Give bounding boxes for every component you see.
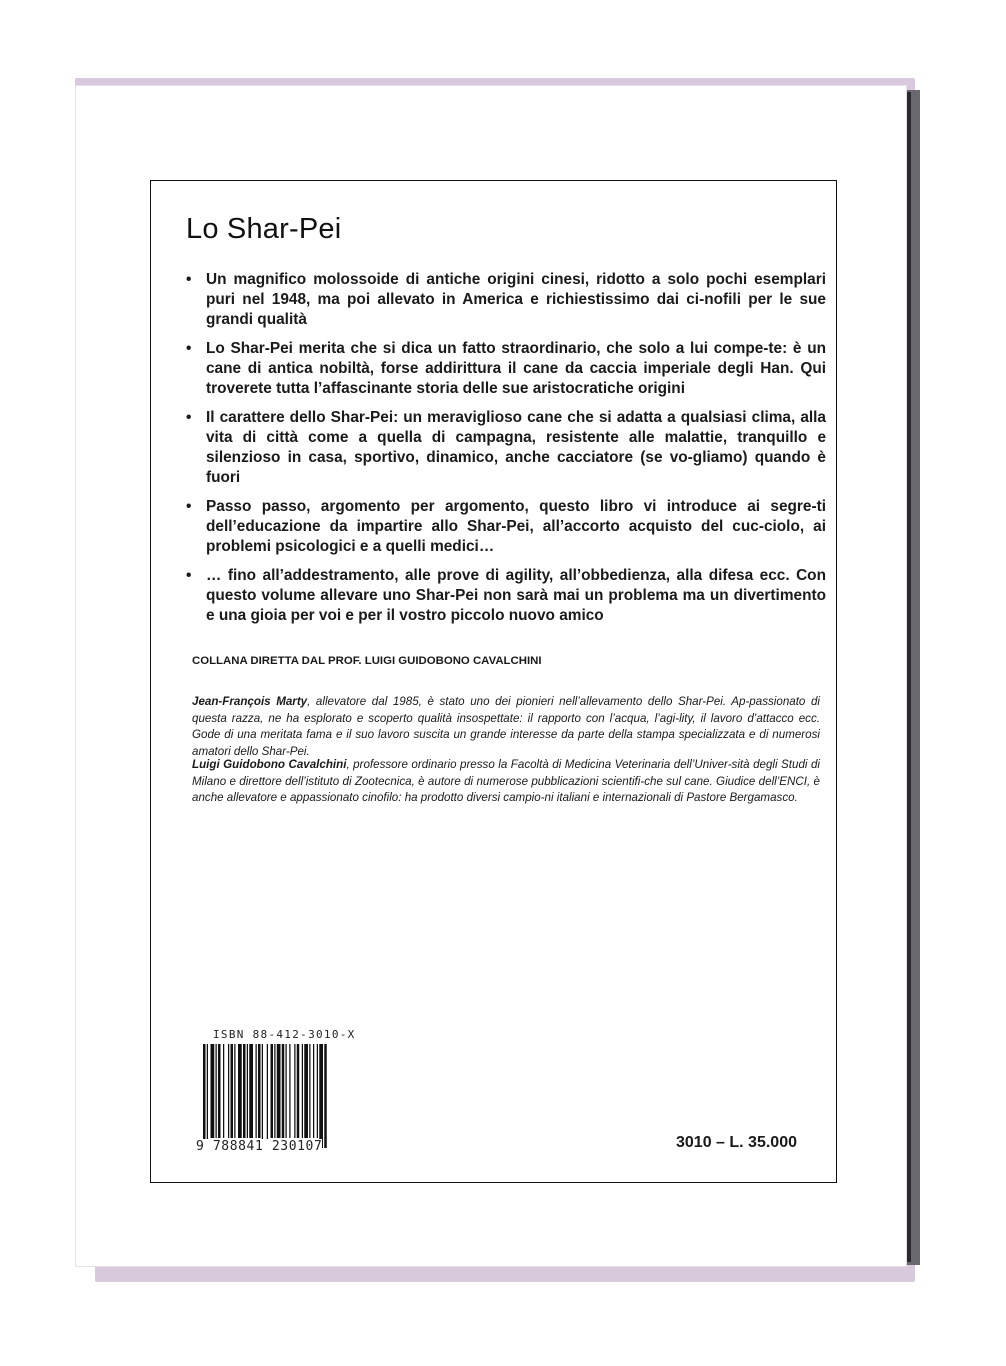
- barcode-number: 9 788841 230107: [196, 1139, 323, 1154]
- author-bio: Luigi Guidobono Cavalchini, professore ordinario presso la Facoltà di Medicina Veterinaria dell’Univer-sità degli Studi di Milano e direttore dell’istituto di Zootecnica, è autore di numerose pubblicazioni scientifi-che sul cane. Giudice dell’ENCI, è anche allevatore e appassionato cinofilo: ha prodotto diversi campio-ni italiani e internazionali di Pastore Bergamasco.: [192, 758, 820, 805]
- barcode-bar: [223, 1044, 224, 1138]
- barcode: [203, 1044, 363, 1148]
- barcode-bar: [247, 1044, 248, 1138]
- barcode-bar: [286, 1044, 287, 1138]
- author-bio: Jean-François Marty, allevatore dal 1985, è stato uno dei pionieri nell’allevamento dello Shar-Pei. Ap-passionato di questa razza, ne ha esplorato e scoperto qualità insospettate: il rapporto con l’acqua, l’agi-lity, il lavoro d’attacco ecc. Gode di una meritata fama e il suo lavoro suscita un grande interesse da parte della stampa specializzata e di numerosi amatori dello Shar-Pei.: [192, 695, 820, 758]
- barcode-bar: [277, 1044, 281, 1138]
- barcode-bar: [218, 1044, 221, 1138]
- barcode-bar: [258, 1044, 261, 1138]
- barcode-bar: [249, 1044, 253, 1138]
- barcode-bar: [207, 1044, 208, 1148]
- feature-list: [186, 270, 826, 635]
- barcode-bar: [289, 1044, 290, 1138]
- barcode-bar: [267, 1044, 268, 1148]
- feature-item: • Il carattere dello Shar-Pei: un meraviglioso cane che si adatta a qualsiasi clima, alla vita di città come a quella di campagna, resistente alle malattie, tranquillo e silenzioso in casa, sportivo, dinamico, anche cacciatore (se vo-gliamo) quando è fuori: [186, 409, 826, 486]
- barcode-bar: [231, 1044, 234, 1138]
- barcode-bar: [274, 1044, 275, 1138]
- feature-item: • Un magnifico molossoide di antiche origini cinesi, ridotto a solo pochi esemplari puri nel 1948, ma poi allevato in America e richiestissimo dai ci-nofili per le sue grandi qualità: [186, 271, 826, 328]
- feature-item: • … fino all’addestramento, alle prove di agility, all’obbedienza, alla difesa ecc. Con questo volume allevare uno Shar-Pei non sarà mai un problema ma un divertimento e una gioia per voi e per il vostro piccolo nuovo amico: [186, 567, 826, 624]
- feature-item: • Lo Shar-Pei merita che si dica un fatto straordinario, che solo a lui compe-te: è un cane di antica nobiltà, forse addirittura il cane da caccia imperiale degli Han. Qui troverete tutta l’affascinante storia delle sue aristocratiche origini: [186, 340, 826, 397]
- barcode-bar: [319, 1044, 323, 1148]
- barcode-bar: [324, 1044, 327, 1148]
- barcode-bar: [262, 1044, 263, 1148]
- barcode-bar: [238, 1044, 242, 1138]
- barcode-bar: [309, 1044, 310, 1138]
- barcode-bar: [297, 1044, 300, 1138]
- author-name: Jean-François Marty: [192, 695, 308, 708]
- series-editor-line: COLLANA DIRETTA DAL PROF. LUIGI GUIDOBONO CAVALCHINI: [192, 655, 542, 667]
- price: 3010 – L. 35.000: [676, 1134, 797, 1151]
- barcode-bar: [302, 1044, 303, 1138]
- barcode-bar: [234, 1044, 235, 1138]
- barcode-bar: [313, 1044, 314, 1138]
- book-title: Lo Shar-Pei: [186, 213, 342, 245]
- bullet-dot: •: [186, 409, 192, 426]
- author-name: Luigi Guidobono Cavalchini: [192, 758, 347, 771]
- barcode-bar: [304, 1044, 308, 1138]
- barcode-bar: [317, 1044, 318, 1138]
- bullet-dot: •: [186, 498, 192, 515]
- isbn: ISBN 88-412-3010-X: [213, 1028, 356, 1041]
- barcode-bar: [271, 1044, 274, 1138]
- bullet-dot: •: [186, 271, 192, 288]
- barcode-bar: [243, 1044, 246, 1138]
- barcode-bar: [256, 1044, 257, 1138]
- barcode-bar: [203, 1044, 206, 1148]
- barcode-bar: [294, 1044, 295, 1138]
- barcode-bar: [282, 1044, 285, 1138]
- barcode-bar: [216, 1044, 217, 1138]
- barcode-bar: [228, 1044, 229, 1138]
- feature-item: • Passo passo, argomento per argomento, questo libro vi introduce ai segre-ti dell’educazione da impartire allo Shar-Pei, all’accorto acquisto del cuc-ciolo, ai problemi psicologici e a quelli medici…: [186, 498, 826, 555]
- bullet-dot: •: [186, 340, 192, 357]
- bullet-dot: •: [186, 567, 192, 584]
- barcode-bar: [211, 1044, 215, 1138]
